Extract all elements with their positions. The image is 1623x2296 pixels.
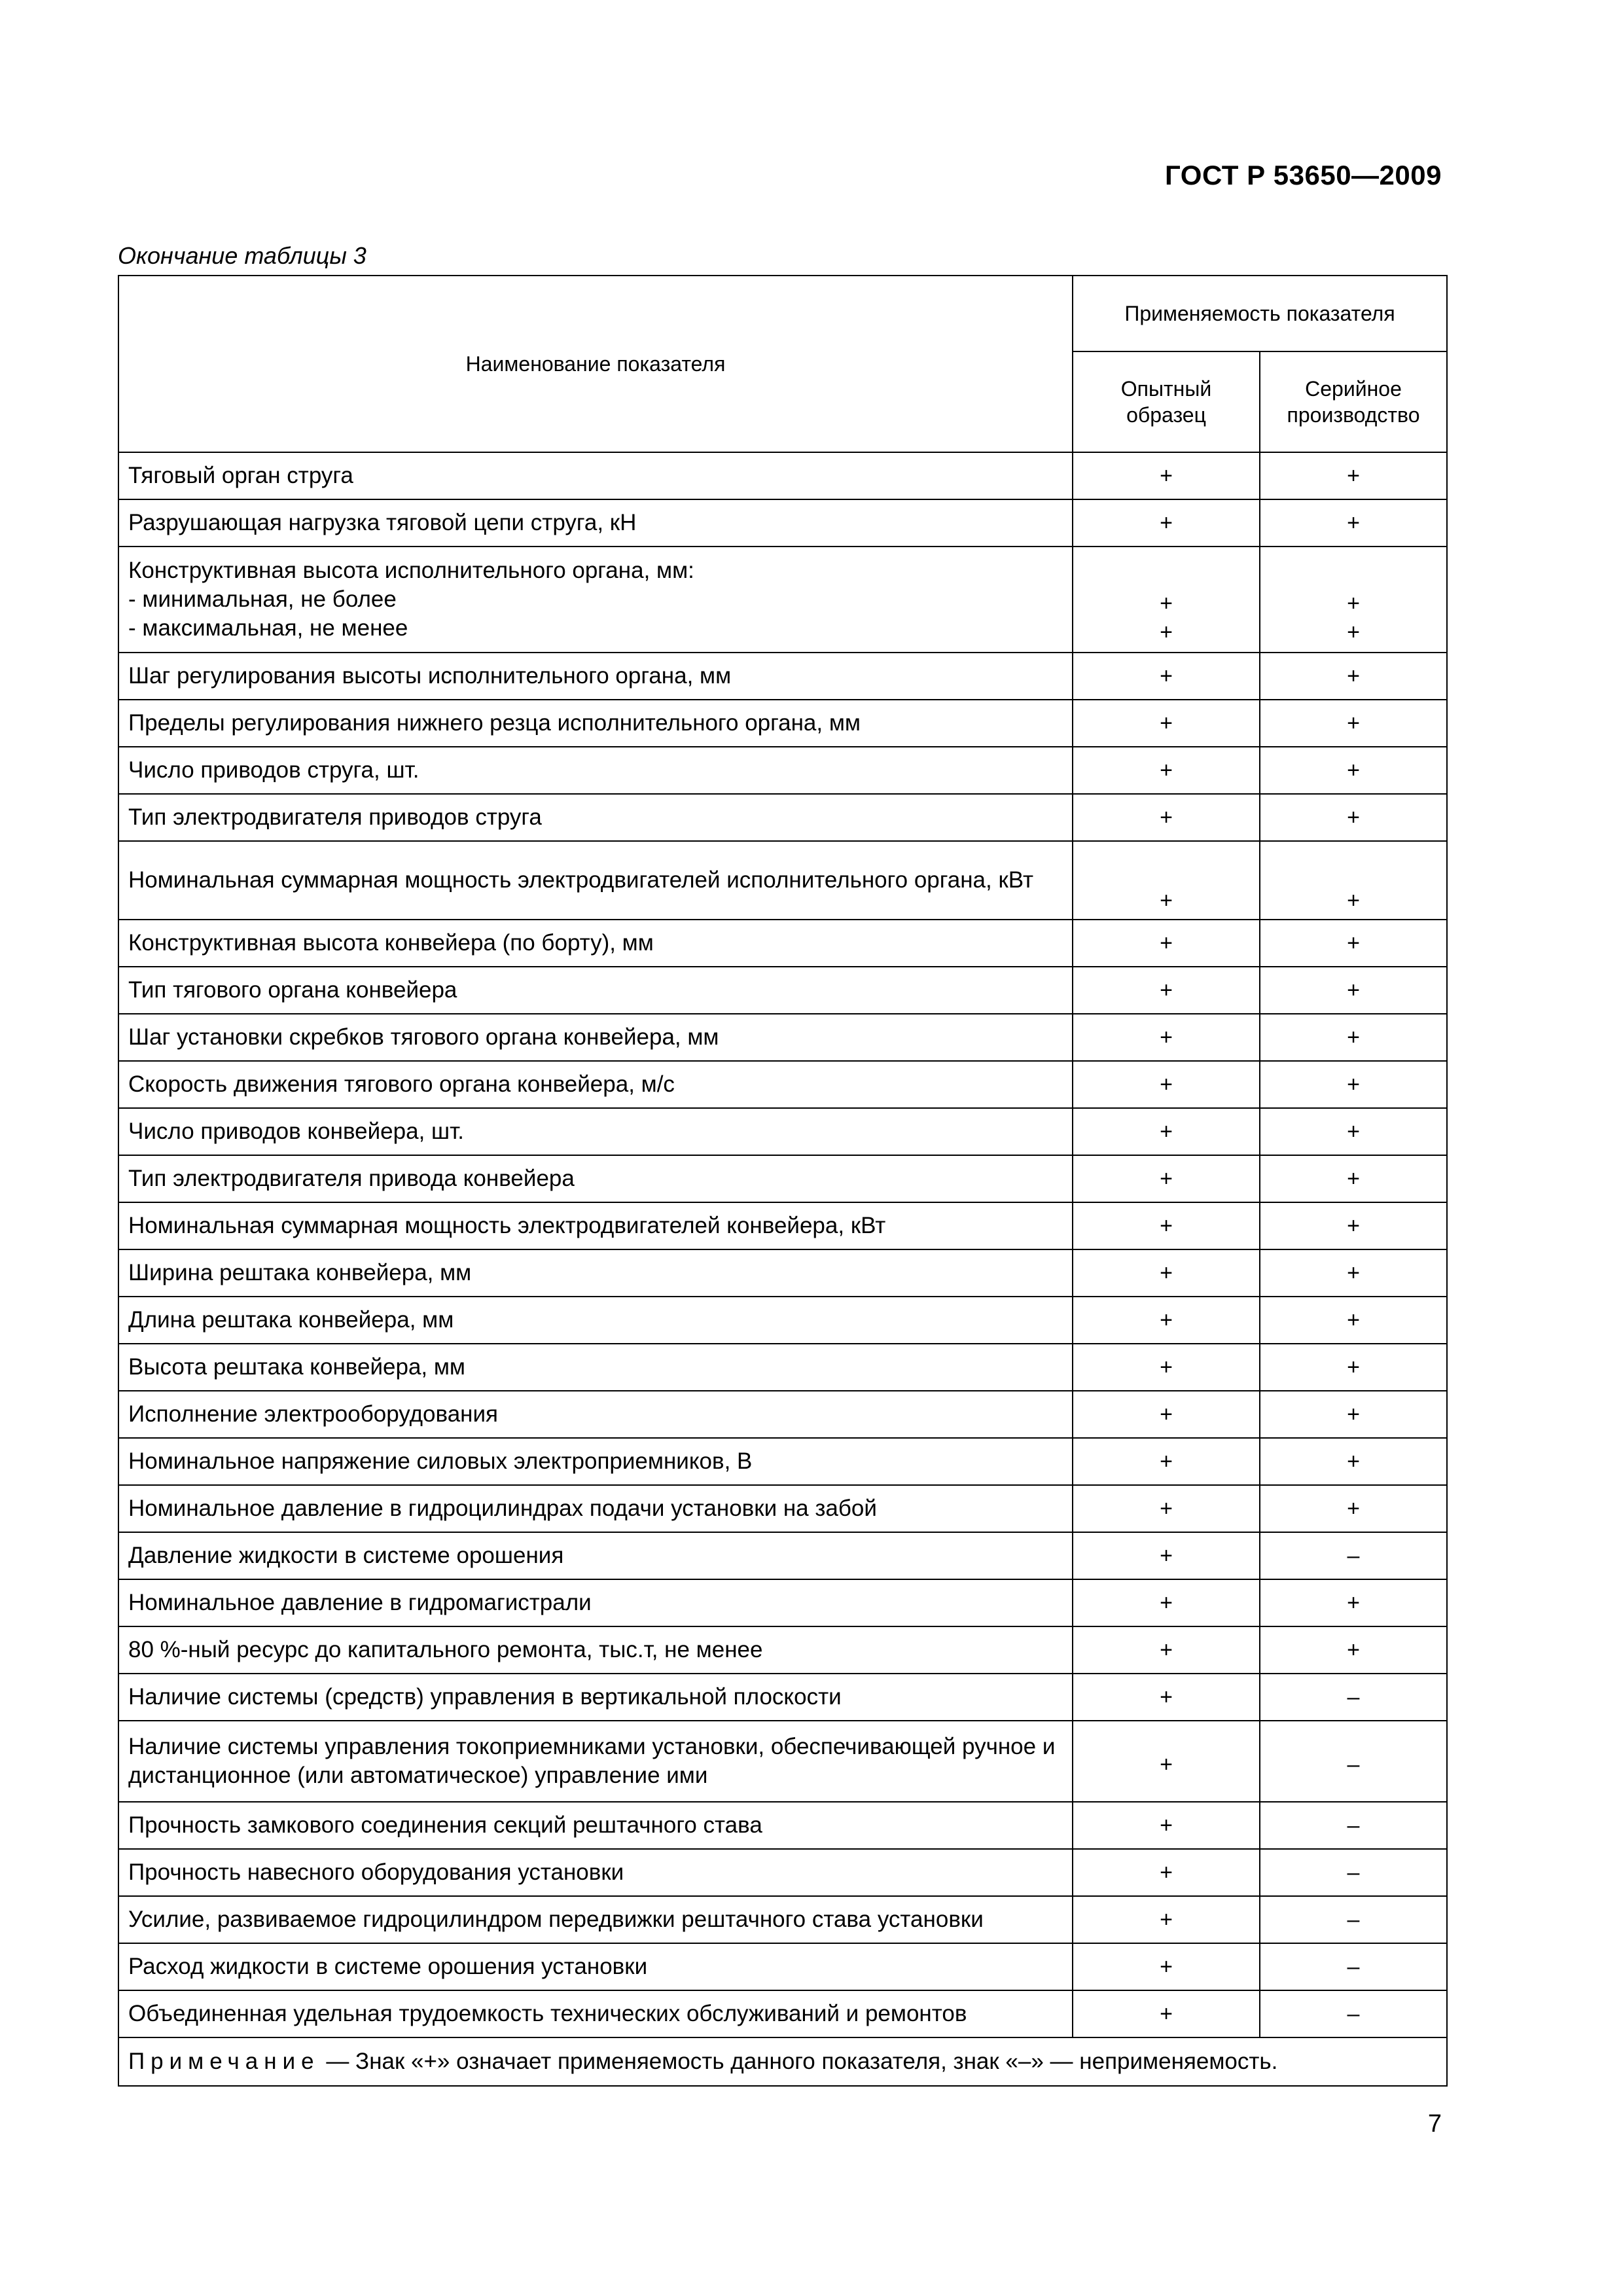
- mark-prototype: +: [1073, 794, 1260, 841]
- table-row: [118, 1391, 1447, 1438]
- mark-serial: +: [1260, 700, 1447, 747]
- row-name: Наличие системы управления токоприемниками установки, обеспечивающей ручное и дистанционное (или автоматическое) управление ими: [118, 1721, 1073, 1802]
- table-note: [118, 2037, 1447, 2086]
- row-name: Длина рештака конвейера, мм: [118, 1297, 1073, 1344]
- mark-serial: +: [1260, 967, 1447, 1014]
- row-name: Тип электродвигателя приводов струга: [118, 794, 1073, 841]
- row-name: Разрушающая нагрузка тяговой цепи струга, кН: [118, 499, 1073, 547]
- page-number: 7: [1427, 2110, 1442, 2138]
- mark-serial: +: [1260, 1579, 1447, 1626]
- table-row: [118, 1014, 1447, 1061]
- table-row: [118, 1849, 1447, 1896]
- row-name: Пределы регулирования нижнего резца исполнительного органа, мм: [118, 700, 1073, 747]
- table-row: [118, 1802, 1447, 1849]
- mark-serial: –: [1260, 1849, 1447, 1896]
- mark-serial: –: [1260, 1532, 1447, 1579]
- col-header-name: Наименование показателя: [118, 276, 1073, 452]
- table-row: [118, 1155, 1447, 1202]
- note-label: Примечание: [128, 2049, 320, 2074]
- mark-prototype: +: [1073, 1344, 1260, 1391]
- mark-serial: [1260, 547, 1447, 653]
- row-name: Номинальное давление в гидроцилиндрах подачи установки на забой: [118, 1485, 1073, 1532]
- mark-serial: +: [1260, 1626, 1447, 1674]
- row-name: Усилие, развиваемое гидроцилиндром передвижки рештачного става установки: [118, 1896, 1073, 1943]
- row-name: Прочность навесного оборудования установки: [118, 1849, 1073, 1896]
- table-row: [118, 1721, 1447, 1802]
- mark-serial: –: [1260, 1943, 1447, 1990]
- mark-prototype: +: [1073, 1990, 1260, 2037]
- mark-serial: +: [1260, 1155, 1447, 1202]
- mark-prototype: +: [1073, 747, 1260, 794]
- mark-prototype: +: [1073, 1674, 1260, 1721]
- row-name: Расход жидкости в системе орошения установки: [118, 1943, 1073, 1990]
- mark-prototype: +: [1073, 1014, 1260, 1061]
- table-row: [118, 841, 1447, 920]
- mark-prototype: +: [1073, 452, 1260, 499]
- mark-prototype: +: [1073, 499, 1260, 547]
- row-name: Конструктивная высота конвейера (по борту), мм: [118, 920, 1073, 967]
- table-row: [118, 1896, 1447, 1943]
- table-row: [118, 967, 1447, 1014]
- mark-prototype: +: [1073, 1297, 1260, 1344]
- table-row: [118, 920, 1447, 967]
- mark-prototype: +: [1073, 1108, 1260, 1155]
- mark-prototype: +: [1073, 1943, 1260, 1990]
- indicators-table: [118, 275, 1448, 2087]
- table-row: [118, 653, 1447, 700]
- row-name: [118, 547, 1073, 653]
- row-name: Исполнение электрооборудования: [118, 1391, 1073, 1438]
- mark-prototype: +: [1073, 1802, 1260, 1849]
- mark-prototype: +: [1073, 1626, 1260, 1674]
- mark-value: +: [1347, 591, 1360, 616]
- table-row: [118, 794, 1447, 841]
- mark-serial: +: [1260, 1014, 1447, 1061]
- mark-serial: –: [1260, 1802, 1447, 1849]
- table-row: [118, 547, 1447, 653]
- mark-prototype: +: [1073, 1896, 1260, 1943]
- col-header-serial: Серийное производство: [1260, 351, 1447, 452]
- col-header-group: Применяемость показателя: [1073, 276, 1447, 351]
- row-name: Число приводов струга, шт.: [118, 747, 1073, 794]
- mark-prototype: +: [1073, 1061, 1260, 1108]
- mark-value: +: [1160, 620, 1173, 645]
- table-row: [118, 747, 1447, 794]
- note-text: — Знак «+» означает применяемость данного показателя, знак «–» — неприменяемость.: [326, 2049, 1278, 2074]
- mark-prototype: +: [1073, 1438, 1260, 1485]
- row-name: Номинальное напряжение силовых электроприемников, В: [118, 1438, 1073, 1485]
- table-row: [118, 1108, 1447, 1155]
- mark-serial: +: [1260, 1108, 1447, 1155]
- mark-serial: –: [1260, 1721, 1447, 1802]
- table-row: [118, 1061, 1447, 1108]
- row-name: Ширина рештака конвейера, мм: [118, 1249, 1073, 1297]
- table-row: [118, 452, 1447, 499]
- row-name: Шаг установки скребков тягового органа конвейера, мм: [118, 1014, 1073, 1061]
- table-body: [118, 452, 1447, 2037]
- mark-prototype: +: [1073, 1249, 1260, 1297]
- mark-value: +: [1160, 591, 1173, 616]
- table-row: [118, 1485, 1447, 1532]
- table-row: [118, 1943, 1447, 1990]
- mark-serial: +: [1260, 1438, 1447, 1485]
- row-name: Наличие системы (средств) управления в вертикальной плоскости: [118, 1674, 1073, 1721]
- mark-prototype: [1073, 547, 1260, 653]
- mark-serial: +: [1260, 1249, 1447, 1297]
- mark-prototype: +: [1073, 1391, 1260, 1438]
- mark-serial: +: [1260, 1297, 1447, 1344]
- col-header-prototype: Опытный образец: [1073, 351, 1260, 452]
- mark-prototype: +: [1073, 1579, 1260, 1626]
- mark-serial: +: [1260, 1344, 1447, 1391]
- row-name: Номинальное давление в гидромагистрали: [118, 1579, 1073, 1626]
- row-name: Давление жидкости в системе орошения: [118, 1532, 1073, 1579]
- row-name: Тип электродвигателя привода конвейера: [118, 1155, 1073, 1202]
- table-row: [118, 1674, 1447, 1721]
- mark-prototype: +: [1073, 1721, 1260, 1802]
- table-row: [118, 700, 1447, 747]
- row-subitem: - максимальная, не менее: [128, 615, 408, 641]
- mark-serial: +: [1260, 1391, 1447, 1438]
- mark-serial: +: [1260, 1061, 1447, 1108]
- table-row: [118, 1202, 1447, 1249]
- row-name: Объединенная удельная трудоемкость технических обслуживаний и ремонтов: [118, 1990, 1073, 2037]
- row-name: Шаг регулирования высоты исполнительного органа, мм: [118, 653, 1073, 700]
- mark-serial: –: [1260, 1896, 1447, 1943]
- mark-prototype: +: [1073, 1849, 1260, 1896]
- table-row: [118, 1344, 1447, 1391]
- row-subitem: - минимальная, не более: [128, 586, 397, 612]
- mark-serial: +: [1260, 653, 1447, 700]
- mark-serial: +: [1260, 452, 1447, 499]
- mark-serial: +: [1260, 1485, 1447, 1532]
- mark-prototype: +: [1073, 1202, 1260, 1249]
- table-row: [118, 1579, 1447, 1626]
- mark-value: +: [1347, 620, 1360, 645]
- mark-prototype: +: [1073, 1485, 1260, 1532]
- table-row: [118, 1532, 1447, 1579]
- mark-serial: +: [1260, 841, 1447, 920]
- row-name: Высота рештака конвейера, мм: [118, 1344, 1073, 1391]
- row-name: Тяговый орган струга: [118, 452, 1073, 499]
- row-name-line: Конструктивная высота исполнительного органа, мм:: [128, 558, 694, 583]
- mark-prototype: +: [1073, 700, 1260, 747]
- table-caption: Окончание таблицы 3: [118, 242, 366, 269]
- mark-serial: –: [1260, 1990, 1447, 2037]
- mark-prototype: +: [1073, 841, 1260, 920]
- table-row: [118, 1249, 1447, 1297]
- mark-prototype: +: [1073, 1155, 1260, 1202]
- mark-serial: +: [1260, 1202, 1447, 1249]
- mark-serial: +: [1260, 920, 1447, 967]
- row-name: Номинальная суммарная мощность электродвигателей конвейера, кВт: [118, 1202, 1073, 1249]
- mark-serial: –: [1260, 1674, 1447, 1721]
- row-name: Прочность замкового соединения секций рештачного става: [118, 1802, 1073, 1849]
- mark-prototype: +: [1073, 967, 1260, 1014]
- mark-serial: +: [1260, 499, 1447, 547]
- table-row: [118, 1438, 1447, 1485]
- row-name: Число приводов конвейера, шт.: [118, 1108, 1073, 1155]
- mark-prototype: +: [1073, 920, 1260, 967]
- row-name: Тип тягового органа конвейера: [118, 967, 1073, 1014]
- mark-serial: +: [1260, 747, 1447, 794]
- row-name: Номинальная суммарная мощность электродвигателей исполнительного органа, кВт: [118, 841, 1073, 920]
- table-row: [118, 1990, 1447, 2037]
- row-name: Скорость движения тягового органа конвейера, м/с: [118, 1061, 1073, 1108]
- table-row: [118, 1297, 1447, 1344]
- mark-prototype: +: [1073, 1532, 1260, 1579]
- document-id: ГОСТ Р 53650—2009: [1165, 160, 1442, 190]
- mark-serial: +: [1260, 794, 1447, 841]
- table-row: [118, 499, 1447, 547]
- row-name: 80 %-ный ресурс до капитального ремонта, тыс.т, не менее: [118, 1626, 1073, 1674]
- table-row: [118, 1626, 1447, 1674]
- mark-prototype: +: [1073, 653, 1260, 700]
